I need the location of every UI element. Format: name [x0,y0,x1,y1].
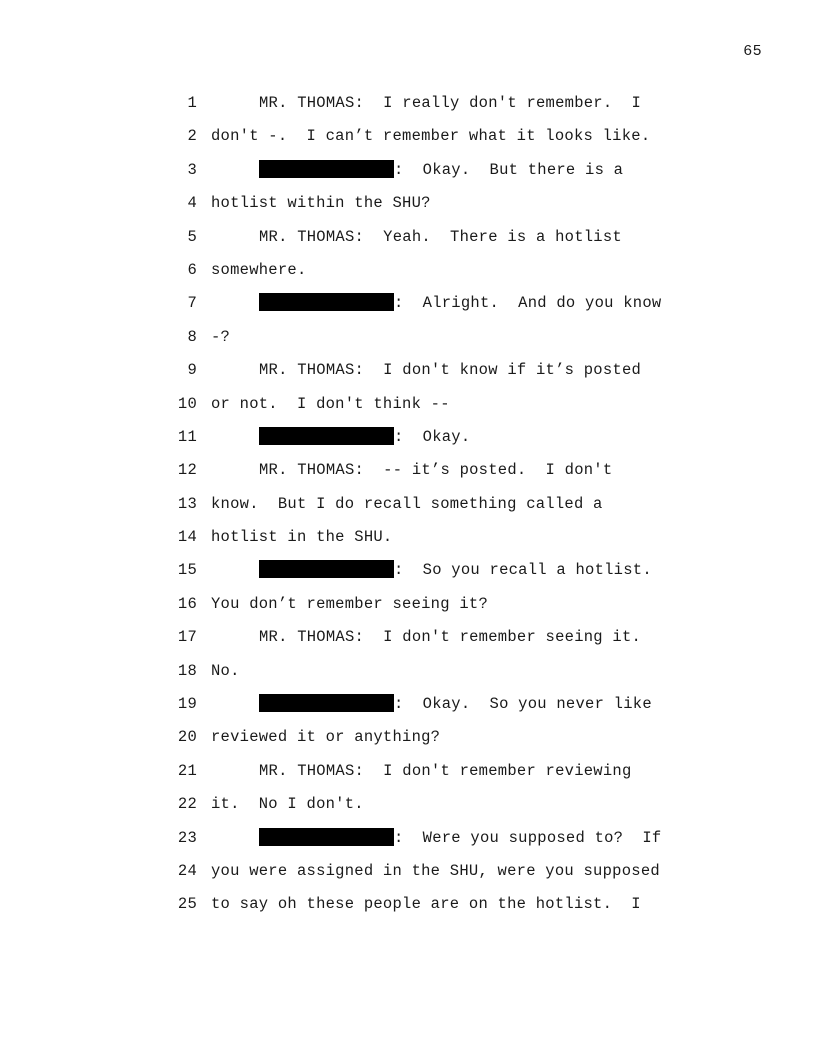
transcript-line [0,693,816,726]
line-number: 3 [187,160,197,179]
redaction-box [259,828,394,846]
transcript-line [0,660,816,693]
line-number: 7 [187,294,197,313]
line-text-wrapper [211,192,431,214]
line-number: 10 [177,394,197,413]
line-number: 12 [177,461,197,480]
line-text: MR. THOMAS: I really don't remember. I [259,94,642,112]
line-text: -? [211,327,231,346]
transcript-line [0,459,816,492]
line-text: MR. THOMAS: I don't remember seeing it. [259,628,642,647]
line-text: MR. THOMAS: I don't remember reviewing [259,761,632,780]
line-text: : Okay. But there is a [394,160,624,179]
transcript-line [0,626,816,659]
transcript-line [0,426,816,459]
redaction-box [259,427,394,445]
line-text: to say oh these people are on the hotlist. I [211,895,641,914]
line-text-wrapper [211,259,307,281]
line-text-wrapper [211,493,603,515]
line-number: 14 [177,528,197,547]
transcript-line [0,760,816,793]
line-number: 15 [177,561,197,580]
line-text-wrapper [259,693,652,715]
transcript-line [0,125,816,158]
line-number: 16 [177,594,197,613]
page-number: 65 [743,43,762,60]
line-text-wrapper [259,226,622,248]
line-text-wrapper [259,760,632,782]
transcript-line [0,726,816,759]
line-text: : Were you supposed to? If [394,828,662,847]
line-text-wrapper [211,860,660,882]
line-text: or not. I don't think -- [211,394,450,413]
transcript-line [0,192,816,225]
line-text: somewhere. [211,260,307,279]
line-number: 4 [187,194,197,213]
line-number: 11 [177,427,197,446]
line-text-wrapper [211,793,364,815]
transcript-line [0,226,816,259]
line-number: 20 [177,728,197,747]
transcript-line [0,493,816,526]
line-number: 5 [187,227,197,246]
transcript-body [0,92,816,927]
line-text-wrapper [259,359,641,381]
line-text: MR. THOMAS: I don't know if it’s posted [259,361,642,380]
line-text-wrapper [211,593,488,615]
transcript-line [0,259,816,292]
line-text: hotlist within the SHU? [211,194,431,213]
line-text: reviewed it or anything? [211,728,441,747]
line-text-wrapper [211,125,650,147]
line-text: : Okay. So you never like [394,695,652,714]
line-text: you were assigned in the SHU, were you supposed [211,861,660,880]
transcript-line [0,793,816,826]
line-text: MR. THOMAS: Yeah. There is a hotlist [259,227,622,246]
line-text: No. [211,661,240,680]
line-number: 24 [177,861,197,880]
line-number: 1 [187,94,197,112]
transcript-line [0,92,816,125]
line-text-wrapper [211,660,240,682]
transcript-line [0,893,816,926]
transcript-line [0,593,816,626]
line-number: 17 [177,628,197,647]
redaction-box [259,293,394,311]
transcript-line [0,559,816,592]
line-number: 19 [177,695,197,714]
line-text-wrapper [259,92,641,114]
transcript-line [0,827,816,860]
line-text-wrapper [211,526,392,548]
redaction-box [259,160,394,178]
line-text-wrapper [259,626,641,648]
line-text-wrapper [259,292,661,314]
line-number: 18 [177,661,197,680]
line-text: don't -. I can’t remember what it looks like. [211,127,651,146]
line-text-wrapper [259,426,470,448]
line-text: You don’t remember seeing it? [211,594,488,613]
transcript-line [0,159,816,192]
line-text: hotlist in the SHU. [211,528,393,547]
line-text: it. No I don't. [211,795,364,814]
transcript-line [0,526,816,559]
line-number: 22 [177,795,197,814]
transcript-line [0,359,816,392]
line-text-wrapper [259,827,661,849]
line-number: 23 [177,828,197,847]
line-text-wrapper [211,326,230,348]
line-number: 9 [187,361,197,380]
line-number: 21 [177,761,197,780]
line-text: : So you recall a hotlist. [394,561,652,580]
redaction-box [259,560,394,578]
line-text-wrapper [211,726,440,748]
transcript-line [0,393,816,426]
line-text-wrapper [211,893,641,915]
line-number: 13 [177,494,197,513]
transcript-line [0,326,816,359]
transcript-line [0,292,816,325]
line-text: : Alright. And do you know [394,294,662,313]
line-number: 6 [187,260,197,279]
line-text-wrapper [259,459,612,481]
line-number: 25 [177,895,197,914]
line-text: MR. THOMAS: -- it’s posted. I don't [259,461,613,480]
line-text: : Okay. [394,427,471,446]
line-text-wrapper [211,393,450,415]
line-text-wrapper [259,159,623,181]
line-number: 8 [187,327,197,346]
line-text-wrapper [259,559,652,581]
line-text: know. But I do recall something called a [211,494,603,513]
line-number: 2 [187,127,197,146]
redaction-box [259,694,394,712]
transcript-line [0,860,816,893]
